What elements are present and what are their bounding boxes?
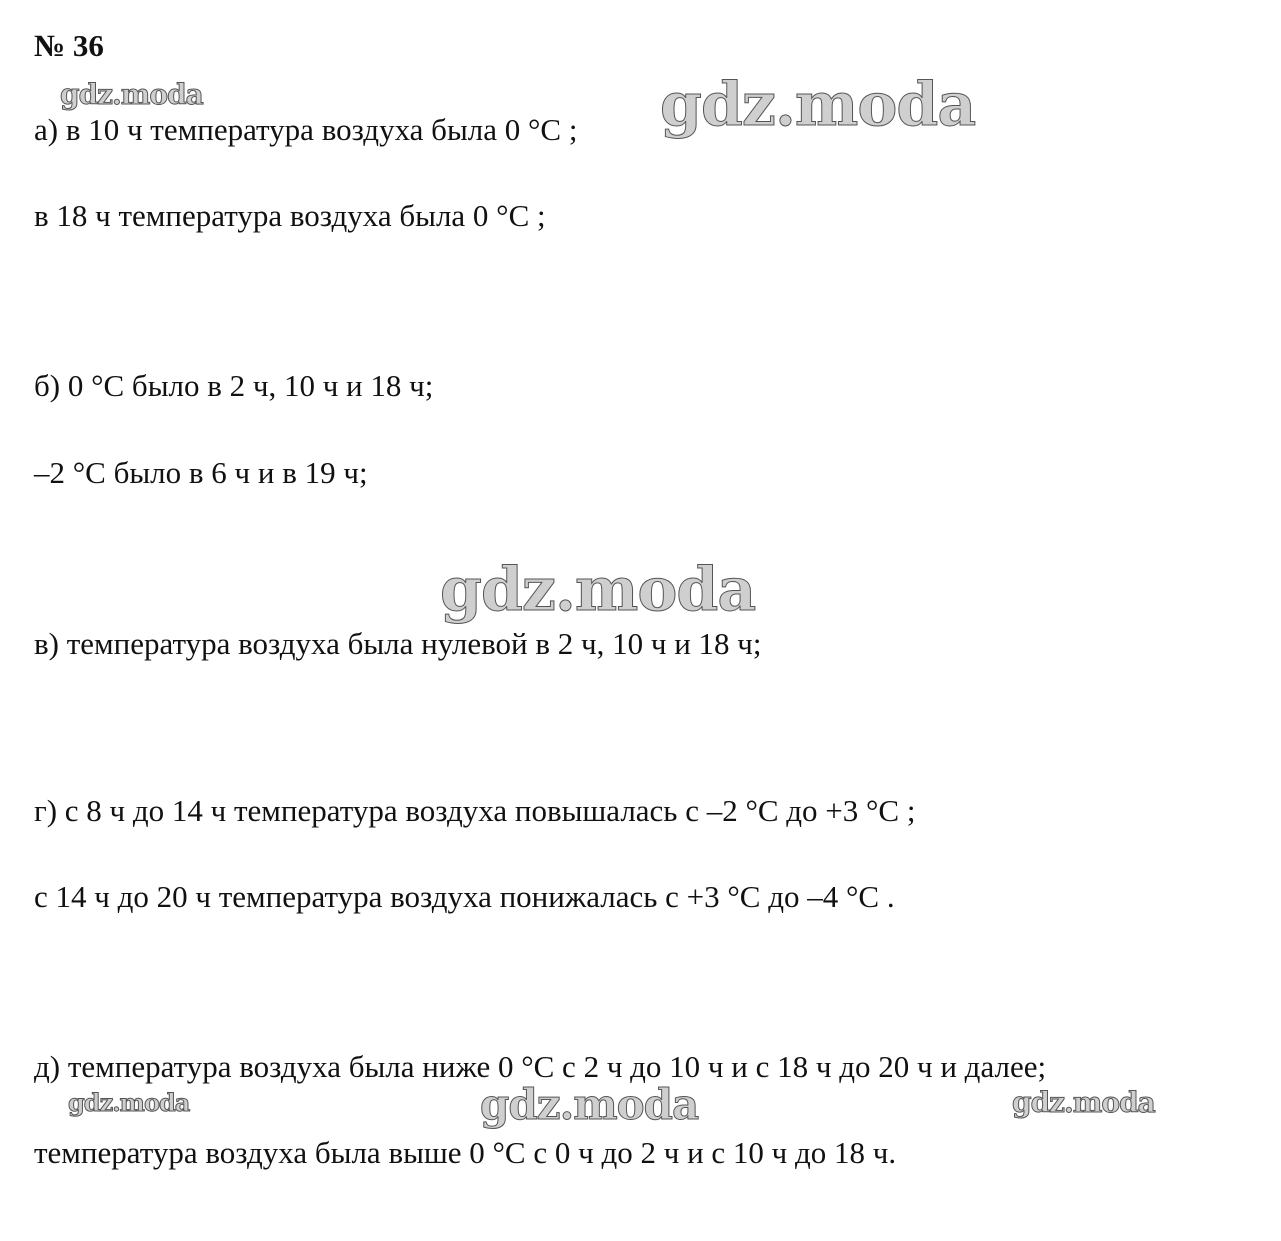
watermark: gdz.moda — [68, 1088, 190, 1117]
answer-b-line-2: –2 °C было в 6 ч и в 19 ч; — [34, 455, 368, 490]
answer-d-line-2: температура воздуха была выше 0 °C с 0 ч до 2 ч и с 10 ч до 18 ч. — [34, 1135, 897, 1170]
problem-number: № 36 — [34, 28, 104, 63]
watermark: gdz.moda — [660, 70, 976, 140]
answer-v: в) температура воздуха была нулевой в 2 ч, 10 ч и 18 ч; — [34, 626, 762, 661]
answer-g-line-1: г) с 8 ч до 14 ч температура воздуха повышалась с –2 °C до +3 °C ; — [34, 793, 916, 828]
answer-b-line-1: б) 0 °C было в 2 ч, 10 ч и 18 ч; — [34, 368, 434, 403]
watermark: gdz.moda — [480, 1080, 699, 1129]
answer-a-line-1: а) в 10 ч температура воздуха была 0 °C ; — [34, 112, 578, 147]
answer-a-line-2: в 18 ч температура воздуха была 0 °C ; — [34, 198, 546, 233]
answer-d-line-1: д) температура воздуха была ниже 0 °C с 2 ч до 10 ч и с 18 ч до 20 ч и далее; — [34, 1049, 1047, 1084]
watermark: gdz.moda — [1012, 1086, 1155, 1119]
watermark: gdz.moda — [60, 78, 203, 111]
watermark: gdz.moda — [440, 555, 756, 625]
answer-g-line-2: с 14 ч до 20 ч температура воздуха понижалась с +3 °C до –4 °C . — [34, 879, 895, 914]
